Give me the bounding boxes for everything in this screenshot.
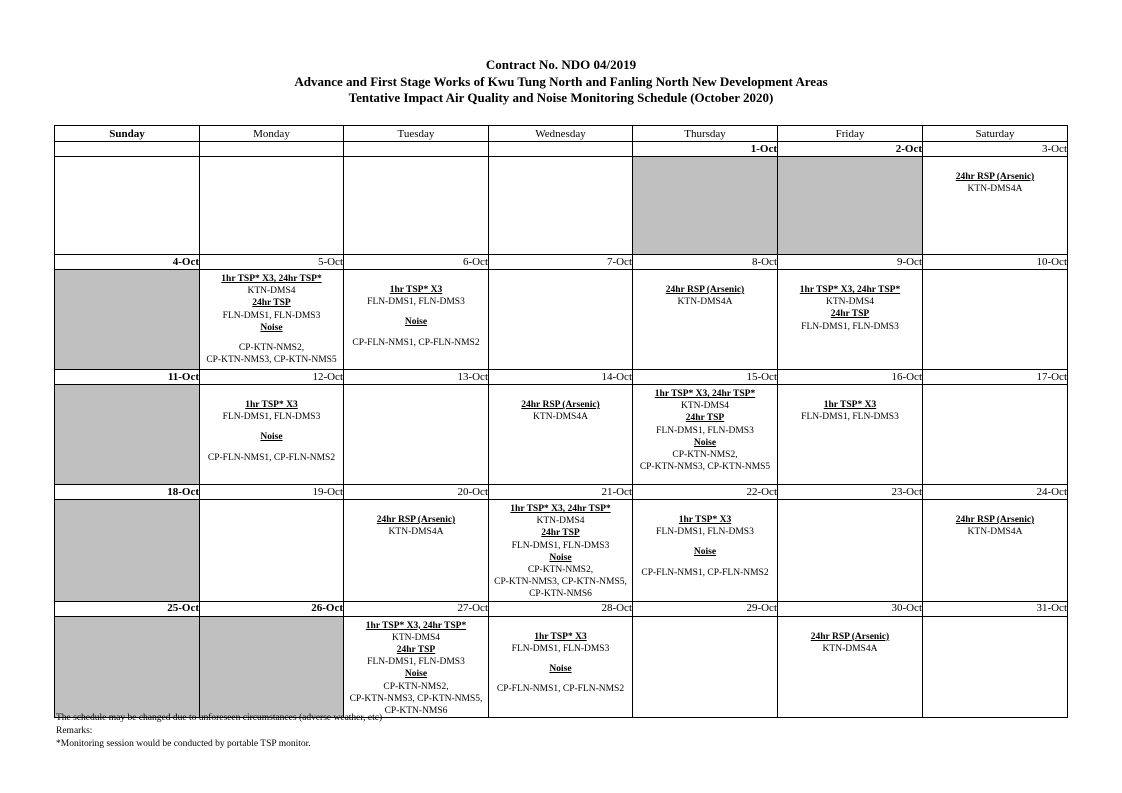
station-list: CP-FLN-NMS1, CP-FLN-NMS2 bbox=[641, 567, 769, 578]
station-list: KTN-DMS4A bbox=[967, 184, 1023, 195]
day-cell bbox=[344, 157, 489, 255]
station-list: KTN-DMS4A bbox=[822, 643, 878, 654]
weekday-header: Thursday bbox=[633, 126, 778, 142]
date-label: 31-Oct bbox=[923, 601, 1068, 616]
monitoring-type: 24hr TSP bbox=[830, 309, 870, 320]
date-row bbox=[55, 601, 1068, 616]
day-cell bbox=[633, 500, 778, 602]
monitoring-type: 24hr TSP bbox=[685, 413, 725, 424]
schedule-title: Tentative Impact Air Quality and Noise Monitoring Schedule (October 2020) bbox=[348, 90, 774, 105]
day-cell bbox=[633, 270, 778, 370]
station-list: FLN-DMS1, FLN-DMS3 bbox=[367, 657, 465, 668]
date-row bbox=[55, 255, 1068, 270]
date-label: 13-Oct bbox=[344, 370, 489, 385]
monitoring-type: 1hr TSP* X3 bbox=[534, 631, 587, 642]
monitoring-type: 1hr TSP* X3, 24hr TSP* bbox=[221, 274, 322, 284]
day-cell bbox=[200, 500, 344, 602]
day-cell bbox=[489, 616, 633, 718]
station-list: FLN-DMS1, FLN-DMS3 bbox=[222, 310, 321, 321]
day-cell bbox=[923, 157, 1068, 255]
schedule-row bbox=[55, 500, 1068, 602]
monitoring-type: 1hr TSP* X3 bbox=[678, 515, 732, 525]
monitoring-type: 24hr RSP (Arsenic) bbox=[376, 515, 456, 525]
date-label: 5-Oct bbox=[200, 255, 344, 270]
date-label bbox=[489, 142, 633, 157]
document-header bbox=[0, 57, 1122, 106]
date-label: 2-Oct bbox=[778, 142, 923, 157]
date-label bbox=[200, 142, 344, 157]
day-cell bbox=[923, 270, 1068, 370]
date-label: 25-Oct bbox=[55, 601, 200, 616]
monitoring-type: 24hr RSP (Arsenic) bbox=[810, 631, 890, 642]
station-list: FLN-DMS1, FLN-DMS3 bbox=[656, 425, 754, 436]
day-cell bbox=[778, 616, 923, 718]
date-label: 7-Oct bbox=[489, 255, 633, 270]
date-label: 19-Oct bbox=[200, 485, 344, 500]
station-list: CP-KTN-NMS2, bbox=[672, 450, 738, 461]
monitoring-calendar bbox=[54, 125, 1068, 718]
station-list: FLN-DMS1, FLN-DMS3 bbox=[367, 297, 465, 308]
date-label: 15-Oct bbox=[633, 370, 778, 385]
date-label: 26-Oct bbox=[200, 601, 344, 616]
station-list: CP-KTN-NMS3, CP-KTN-NMS5, bbox=[349, 693, 483, 704]
day-cell bbox=[55, 500, 200, 602]
day-cell bbox=[923, 385, 1068, 485]
monitoring-type: 24hr TSP bbox=[252, 298, 291, 309]
date-label: 24-Oct bbox=[923, 485, 1068, 500]
date-label: 10-Oct bbox=[923, 255, 1068, 270]
station-list: CP-FLN-NMS1, CP-FLN-NMS2 bbox=[496, 684, 625, 695]
station-list: CP-FLN-NMS1, CP-FLN-NMS2 bbox=[352, 337, 480, 348]
station-list: KTN-DMS4A bbox=[677, 297, 733, 308]
date-label: 14-Oct bbox=[489, 370, 633, 385]
schedule-change-note: The schedule may be changed due to unforeseen circumstances (adverse weather, etc) bbox=[56, 713, 383, 723]
date-label bbox=[55, 142, 200, 157]
date-row bbox=[55, 370, 1068, 385]
monitoring-type: 1hr TSP* X3 bbox=[389, 285, 443, 295]
day-cell bbox=[55, 385, 200, 485]
date-label: 22-Oct bbox=[633, 485, 778, 500]
station-list: KTN-DMS4 bbox=[536, 516, 585, 527]
remarks-label: Remarks: bbox=[56, 726, 93, 736]
date-label: 27-Oct bbox=[344, 601, 489, 616]
day-cell bbox=[200, 616, 344, 718]
date-label: 28-Oct bbox=[489, 601, 633, 616]
day-cell bbox=[344, 500, 489, 602]
weekday-header: Saturday bbox=[923, 126, 1068, 142]
weekday-header: Tuesday bbox=[344, 126, 489, 142]
date-row bbox=[55, 142, 1068, 157]
day-cell bbox=[778, 500, 923, 602]
date-label: 29-Oct bbox=[633, 601, 778, 616]
day-cell bbox=[344, 270, 489, 370]
day-cell bbox=[778, 157, 923, 255]
date-label: 8-Oct bbox=[633, 255, 778, 270]
weekday-header: Sunday bbox=[55, 126, 200, 142]
date-label: 1-Oct bbox=[633, 142, 778, 157]
station-list: CP-KTN-NMS2, bbox=[383, 681, 449, 692]
station-list: KTN-DMS4 bbox=[247, 286, 296, 297]
schedule-row bbox=[55, 616, 1068, 718]
date-label: 12-Oct bbox=[200, 370, 344, 385]
date-label: 18-Oct bbox=[55, 485, 200, 500]
day-cell bbox=[923, 616, 1068, 718]
day-cell bbox=[55, 157, 200, 255]
monitoring-type: 24hr TSP bbox=[396, 645, 436, 656]
station-list: CP-KTN-NMS2, bbox=[238, 343, 305, 354]
station-list: CP-KTN-NMS3, CP-KTN-NMS5 bbox=[639, 462, 771, 473]
monitoring-type: Noise bbox=[693, 547, 717, 558]
day-cell bbox=[923, 500, 1068, 602]
station-list: KTN-DMS4 bbox=[391, 632, 441, 643]
station-list: CP-FLN-NMS1, CP-FLN-NMS2 bbox=[207, 452, 336, 463]
monitoring-type: Noise bbox=[260, 432, 283, 443]
station-list: CP-KTN-NMS3, CP-KTN-NMS5 bbox=[206, 355, 337, 366]
station-list: KTN-DMS4A bbox=[388, 527, 444, 538]
station-list: KTN-DMS4A bbox=[533, 412, 588, 423]
day-cell bbox=[200, 385, 344, 485]
date-label: 20-Oct bbox=[344, 485, 489, 500]
day-cell bbox=[489, 157, 633, 255]
day-cell bbox=[489, 385, 633, 485]
day-cell bbox=[633, 385, 778, 485]
date-label: 3-Oct bbox=[923, 142, 1068, 157]
date-label: 17-Oct bbox=[923, 370, 1068, 385]
weekday-header: Wednesday bbox=[489, 126, 633, 142]
monitoring-type: 1hr TSP* X3, 24hr TSP* bbox=[654, 389, 756, 399]
date-label: 30-Oct bbox=[778, 601, 923, 616]
station-list: KTN-DMS4 bbox=[825, 297, 875, 308]
monitoring-type: 24hr RSP (Arsenic) bbox=[955, 172, 1035, 182]
station-list: CP-KTN-NMS6 bbox=[529, 589, 592, 600]
day-cell bbox=[55, 270, 200, 370]
remarks-section bbox=[56, 712, 382, 751]
date-label: 4-Oct bbox=[55, 255, 200, 270]
day-cell bbox=[633, 616, 778, 718]
date-row bbox=[55, 485, 1068, 500]
monitoring-type: 24hr RSP (Arsenic) bbox=[665, 285, 745, 295]
station-list: CP-KTN-NMS3, CP-KTN-NMS5, bbox=[494, 577, 627, 588]
weekday-header-row bbox=[55, 126, 1068, 142]
monitoring-type: 1hr TSP* X3 bbox=[823, 400, 877, 410]
station-list: FLN-DMS1, FLN-DMS3 bbox=[801, 321, 899, 332]
station-list: FLN-DMS1, FLN-DMS3 bbox=[801, 412, 899, 423]
day-cell bbox=[344, 616, 489, 718]
contract-number: Contract No. NDO 04/2019 bbox=[485, 57, 637, 72]
date-label: 23-Oct bbox=[778, 485, 923, 500]
day-cell bbox=[778, 270, 923, 370]
tsp-monitor-footnote: *Monitoring session would be conducted by portable TSP monitor. bbox=[56, 739, 311, 749]
monitoring-type: Noise bbox=[693, 437, 717, 448]
monitoring-type: Noise bbox=[549, 664, 572, 675]
monitoring-type: 1hr TSP* X3, 24hr TSP* bbox=[799, 285, 901, 295]
project-title: Advance and First Stage Works of Kwu Tung North and Fanling North New Development Areas bbox=[294, 74, 828, 89]
monitoring-type: Noise bbox=[549, 552, 572, 563]
station-list: FLN-DMS1, FLN-DMS3 bbox=[511, 540, 610, 551]
station-list: CP-KTN-NMS2, bbox=[527, 565, 594, 576]
monitoring-type: 24hr RSP (Arsenic) bbox=[955, 515, 1035, 525]
monitoring-type: 1hr TSP* X3, 24hr TSP* bbox=[365, 620, 467, 631]
monitoring-type: 24hr TSP bbox=[541, 528, 580, 539]
day-cell bbox=[489, 270, 633, 370]
date-label: 21-Oct bbox=[489, 485, 633, 500]
date-label: 16-Oct bbox=[778, 370, 923, 385]
schedule-row bbox=[55, 270, 1068, 370]
weekday-header: Friday bbox=[778, 126, 923, 142]
day-cell bbox=[633, 157, 778, 255]
date-label: 11-Oct bbox=[55, 370, 200, 385]
weekday-header: Monday bbox=[200, 126, 344, 142]
date-label: 9-Oct bbox=[778, 255, 923, 270]
monitoring-type: 24hr RSP (Arsenic) bbox=[521, 400, 600, 410]
date-label: 6-Oct bbox=[344, 255, 489, 270]
day-cell bbox=[200, 270, 344, 370]
day-cell bbox=[344, 385, 489, 485]
station-list: KTN-DMS4 bbox=[680, 401, 730, 412]
day-cell bbox=[778, 385, 923, 485]
schedule-row bbox=[55, 157, 1068, 255]
monitoring-type: 1hr TSP* X3 bbox=[245, 400, 298, 410]
day-cell bbox=[489, 500, 633, 602]
day-cell bbox=[200, 157, 344, 255]
station-list: CP-KTN-NMS6 bbox=[384, 706, 448, 717]
calendar-body bbox=[55, 142, 1068, 718]
monitoring-type: Noise bbox=[260, 322, 283, 333]
station-list: FLN-DMS1, FLN-DMS3 bbox=[511, 643, 610, 654]
date-label bbox=[344, 142, 489, 157]
station-list: FLN-DMS1, FLN-DMS3 bbox=[656, 527, 754, 538]
monitoring-type: Noise bbox=[404, 317, 428, 328]
monitoring-type: Noise bbox=[404, 669, 428, 680]
station-list: FLN-DMS1, FLN-DMS3 bbox=[222, 412, 321, 423]
monitoring-type: 1hr TSP* X3, 24hr TSP* bbox=[510, 504, 611, 514]
day-cell bbox=[55, 616, 200, 718]
station-list: KTN-DMS4A bbox=[967, 527, 1023, 538]
schedule-row bbox=[55, 385, 1068, 485]
